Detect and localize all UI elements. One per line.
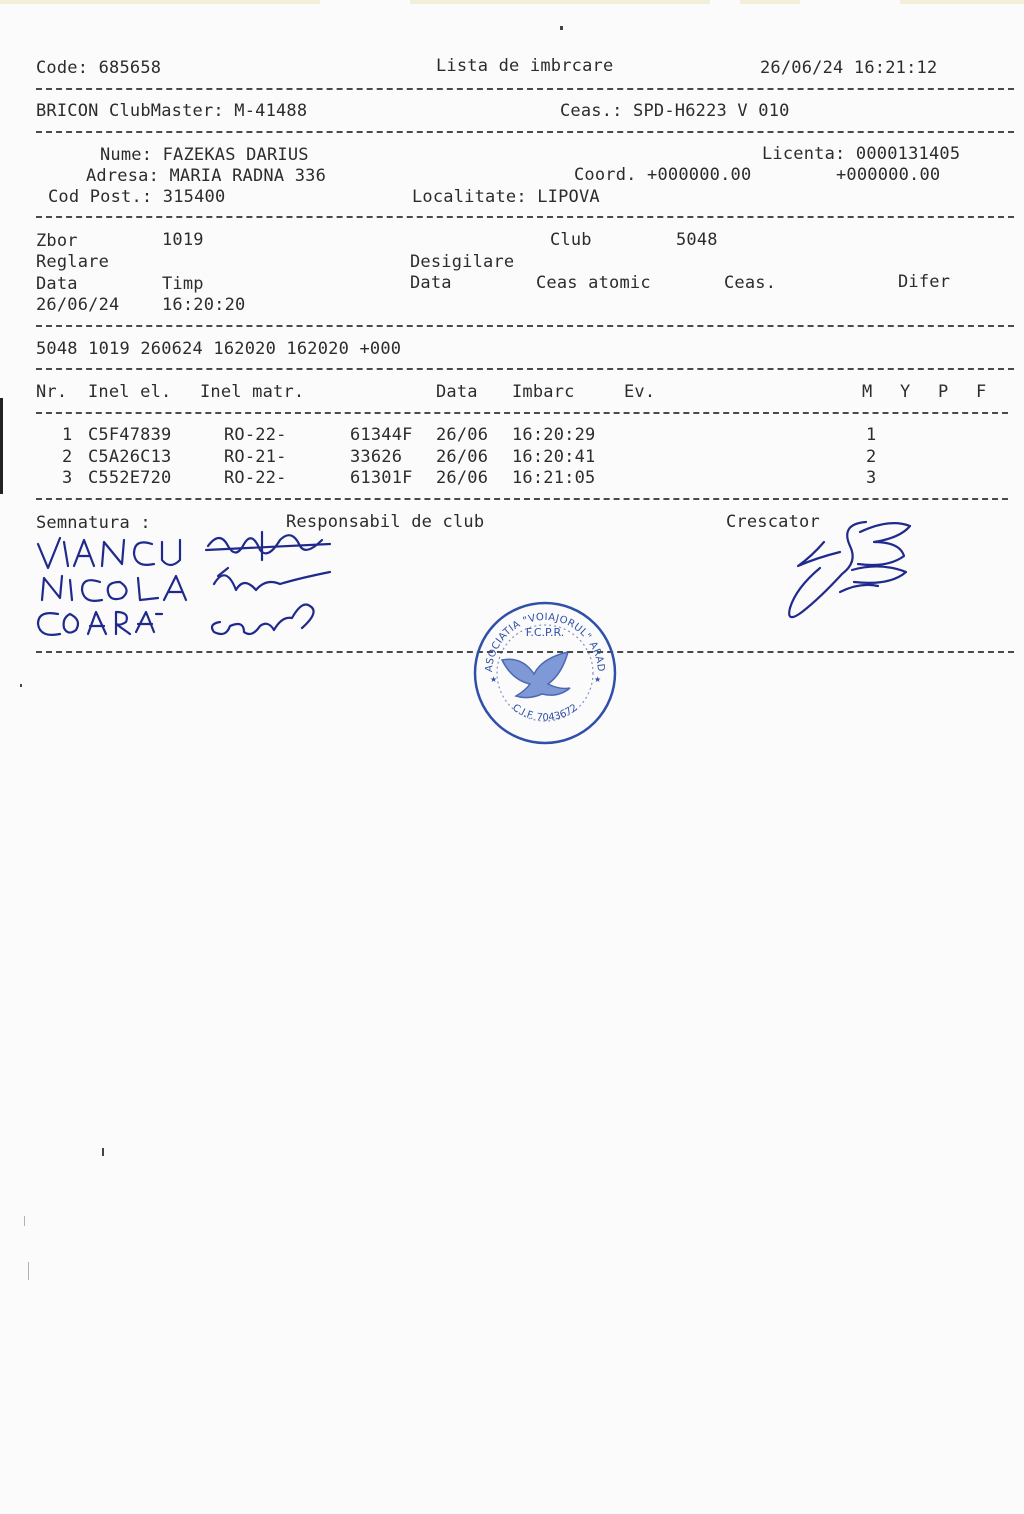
row-ring-prefix: RO-22- <box>224 425 287 445</box>
row-m: 2 <box>866 447 877 467</box>
row-date: 26/06 <box>436 468 489 488</box>
row-nr: 1 <box>62 425 73 445</box>
col-data: Data <box>436 382 478 402</box>
divider <box>36 368 1014 370</box>
code-line: 5048 1019 260624 162020 162020 +000 <box>36 339 402 359</box>
row-inel-el: C5F47839 <box>88 425 172 445</box>
fancier-postcode: Cod Post.: 315400 <box>48 187 226 207</box>
handwritten-names-signature <box>30 520 350 650</box>
crescator-label: Crescator <box>726 512 820 532</box>
reglare-label: Reglare <box>36 252 110 272</box>
fancier-license: Licenta: 0000131405 <box>762 144 961 164</box>
col-f: F <box>976 382 987 402</box>
row-ring-prefix: RO-22- <box>224 468 287 488</box>
divider <box>36 131 1014 133</box>
row-time: 16:20:29 <box>512 425 596 445</box>
desigilare-label: Desigilare <box>410 252 515 272</box>
fancier-coord: Coord. +000000.00 <box>574 165 752 185</box>
col-imbarc: Imbarc <box>512 382 575 402</box>
row-nr: 2 <box>62 447 73 467</box>
ceas-atomic-label: Ceas atomic <box>536 273 651 293</box>
divider <box>36 498 1008 500</box>
divider <box>36 412 1008 414</box>
svg-text:★: ★ <box>490 675 498 684</box>
row-time: 16:20:41 <box>512 447 596 467</box>
row-ring-prefix: RO-21- <box>224 447 287 467</box>
divider <box>36 88 1014 90</box>
data2-label: Data <box>410 273 452 293</box>
divider <box>36 216 1014 218</box>
col-inel-matr: Inel matr. <box>200 382 305 402</box>
row-nr: 3 <box>62 468 73 488</box>
row-ring-no: 33626 <box>350 447 403 467</box>
crescator-signature <box>780 512 920 630</box>
row-date: 26/06 <box>436 425 489 445</box>
row-m: 1 <box>866 425 877 445</box>
row-inel-el: C552E720 <box>88 468 172 488</box>
reglare-date: 26/06/24 <box>36 295 120 315</box>
divider <box>36 325 1014 327</box>
doc-datetime: 26/06/24 16:21:12 <box>760 58 938 78</box>
timp-label: Timp <box>162 274 204 294</box>
row-inel-el: C5A26C13 <box>88 447 172 467</box>
club-label: Club <box>550 230 592 250</box>
club-value: 5048 <box>676 230 718 250</box>
col-inel-el: Inel el. <box>88 382 172 402</box>
col-ev: Ev. <box>624 382 656 402</box>
scan-edge-mark <box>0 398 3 494</box>
row-ring-no: 61301F <box>350 468 413 488</box>
row-m: 3 <box>866 468 877 488</box>
col-m: M <box>862 382 873 402</box>
zbor-label: Zbor <box>36 231 78 251</box>
fancier-address: Adresa: MARIA RADNA 336 <box>86 166 327 186</box>
col-nr: Nr. <box>36 382 68 402</box>
responsabil-label: Responsabil de club <box>286 512 485 532</box>
fancier-coord2: +000000.00 <box>836 165 941 185</box>
zbor-value: 1019 <box>162 230 204 250</box>
clubmaster-id: BRICON ClubMaster: M-41488 <box>36 101 308 121</box>
clock-id: Ceas.: SPD-H6223 V 010 <box>560 101 790 121</box>
col-y: Y <box>900 382 911 402</box>
data-label: Data <box>36 274 78 294</box>
row-date: 26/06 <box>436 447 489 467</box>
svg-text:F.C.P.R.: F.C.P.R. <box>525 626 565 639</box>
col-p: P <box>938 382 949 402</box>
doc-code: Code: 685658 <box>36 58 162 78</box>
svg-text:C.I.F. 7043672: C.I.F. 7043672 <box>510 702 580 724</box>
row-time: 16:21:05 <box>512 468 596 488</box>
reglare-time: 16:20:20 <box>162 295 246 315</box>
ceas-label: Ceas. <box>724 273 777 293</box>
fancier-locality: Localitate: LIPOVA <box>412 187 600 207</box>
difer-label: Difer <box>898 272 951 292</box>
svg-text:★: ★ <box>594 675 602 684</box>
semnatura-label: Semnatura : <box>36 513 151 533</box>
row-ring-no: 61344F <box>350 425 413 445</box>
fancier-name: Nume: FAZEKAS DARIUS <box>100 145 309 165</box>
association-stamp <box>472 600 618 746</box>
doc-title: Lista de imbrcare <box>436 56 614 76</box>
svg-text:ASOCIATIA "VOIAJORUL" ARAD: ASOCIATIA "VOIAJORUL" ARAD <box>483 611 607 673</box>
